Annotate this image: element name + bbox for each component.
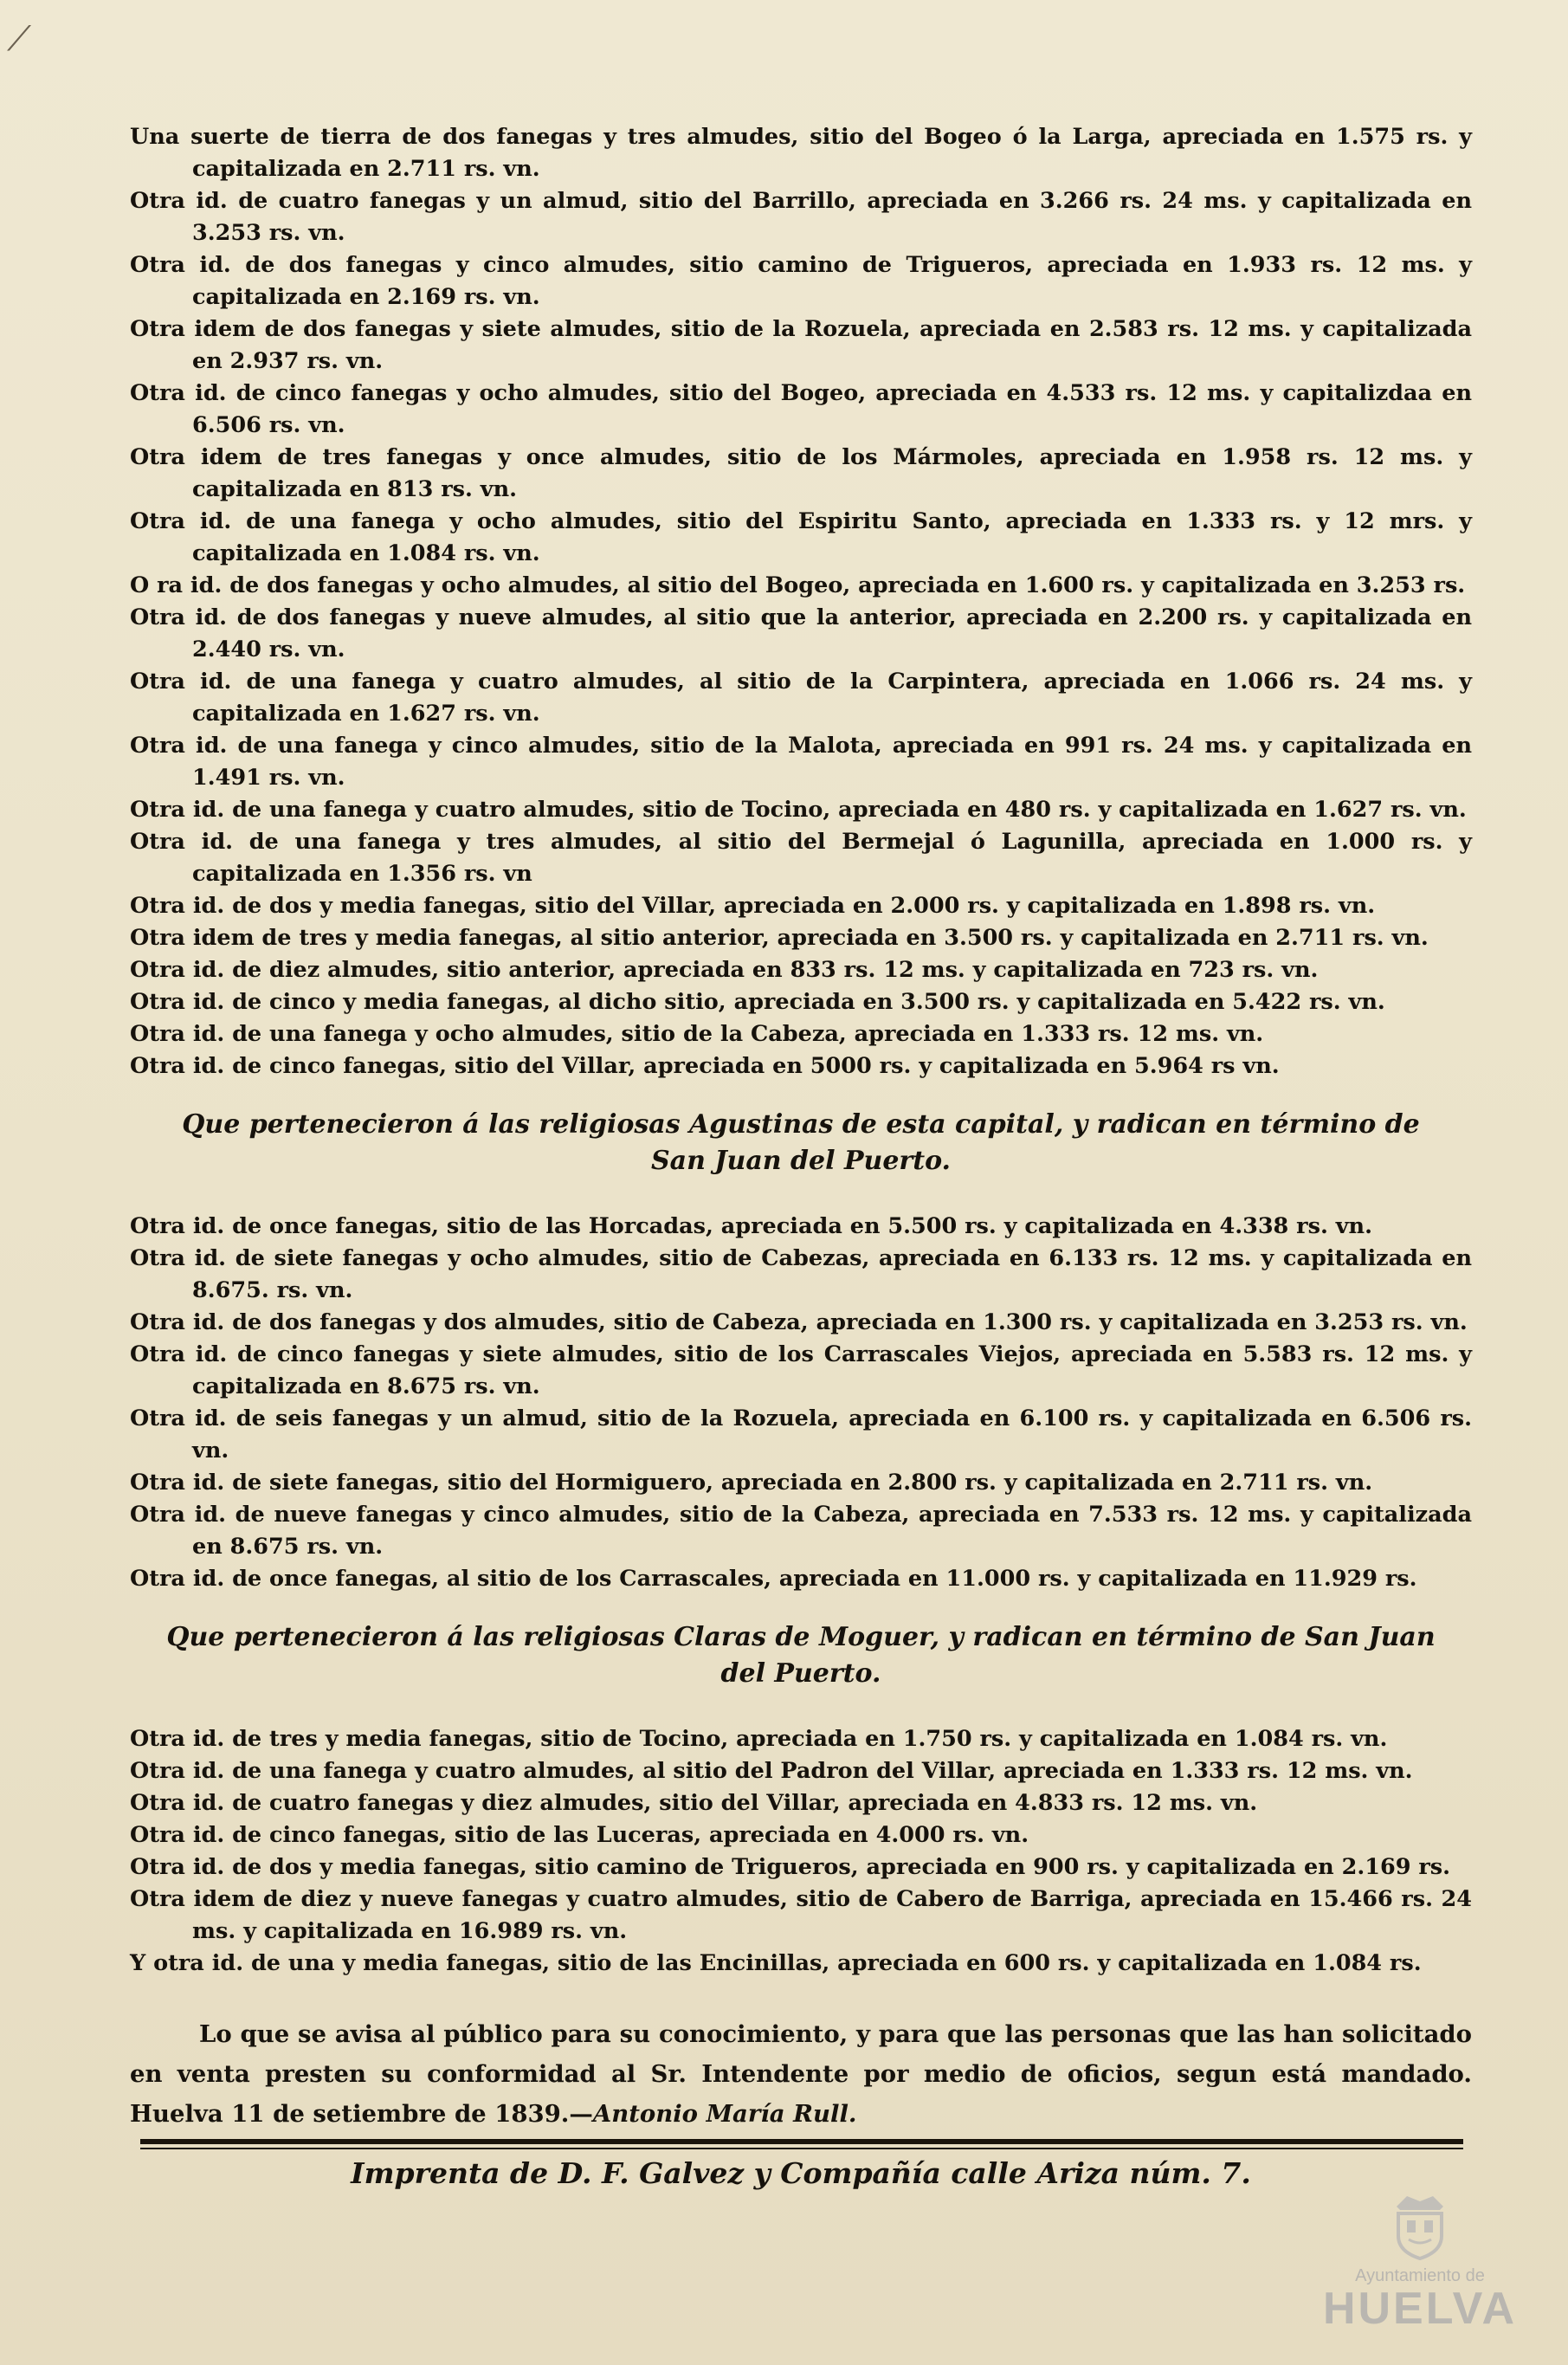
property-entry: Otra id. de dos fanegas y cinco almudes, sitio camino de Trigueros, apreciada en 1.933 rs. 12 ms. y capitalizada en 2.169 rs. vn. [130, 252, 1472, 310]
property-entry: Otra id. de dos y media fanegas, sitio del Villar, apreciada en 2.000 rs. y capitalizada en 1.898 rs. vn. [130, 893, 1376, 919]
signature: Antonio María Rull. [592, 2100, 857, 2128]
property-entry: Otra id. de una fanega y cinco almudes, sitio de la Malota, apreciada en 991 rs. 24 ms. y capitalizada en 1.491 rs. vn. [130, 733, 1472, 791]
watermark-line1: Ayuntamiento de [1355, 2266, 1485, 2285]
printer-imprint: Imprenta de D. F. Galvez y Compañía calle Ariza núm. 7. [351, 2156, 1251, 2190]
section-heading-agustinas: Que pertenecieron á las religiosas Agustinas de esta capital, y radican en término de San Juan del Puerto. [182, 1109, 1420, 1176]
section-properties-c [130, 1723, 1472, 1980]
crest-icon [1390, 2191, 1450, 2260]
property-entry: Otra id. de cinco fanegas y siete almudes, sitio de los Carrascales Viejos, apreciada en 5.583 rs. 12 ms. y capitalizada en 8.675 rs. vn. [130, 1341, 1472, 1399]
closing-paragraph [130, 2014, 1472, 2134]
property-entry: Otra id. de siete fanegas y ocho almudes, sitio de Cabezas, apreciada en 6.133 rs. 12 ms. y capitalizada en 8.675. rs. vn. [130, 1245, 1472, 1303]
property-entry: Otra id. de una fanega y cuatro almudes, sitio de Tocino, apreciada en 480 rs. y capitalizada en 1.627 rs. vn. [130, 797, 1467, 823]
section-properties-a [130, 121, 1472, 1082]
property-entry: Otra id. de una fanega y tres almudes, al sitio del Bermejal ó Lagunilla, apreciada en 1.000 rs. y capitalizada en 1.356 rs. vn [130, 829, 1472, 887]
property-entry: Otra id. de cuatro fanegas y un almud, sitio del Barrillo, apreciada en 3.266 rs. 24 ms. y capitalizada en 3.253 rs. vn. [130, 188, 1472, 246]
property-entry: Otra id. de tres y media fanegas, sitio de Tocino, apreciada en 1.750 rs. y capitalizada en 1.084 rs. vn. [130, 1726, 1388, 1752]
document-body [130, 121, 1472, 2134]
watermark-logo [1316, 2191, 1524, 2347]
property-entry: Otra id. de once fanegas, sitio de las Horcadas, apreciada en 5.500 rs. y capitalizada en 4.338 rs. vn. [130, 1213, 1372, 1239]
property-entry: O ra id. de dos fanegas y ocho almudes, al sitio del Bogeo, apreciada en 1.600 rs. y capitalizada en 3.253 rs. [130, 572, 1466, 598]
property-entry: Otra id. de siete fanegas, sitio del Hormiguero, apreciada en 2.800 rs. y capitalizada en 2.711 rs. vn. [130, 1470, 1373, 1496]
property-entry: Otra id. de once fanegas, al sitio de los Carrascales, apreciada en 11.000 rs. y capitalizada en 11.929 rs. [130, 1566, 1417, 1592]
property-entry: Otra id. de nueve fanegas y cinco almudes, sitio de la Cabeza, apreciada en 7.533 rs. 12 ms. y capitalizada en 8.675 rs. vn. [130, 1502, 1472, 1560]
property-entry: Otra id. de una fanega y ocho almudes, sitio del Espiritu Santo, apreciada en 1.333 rs. y 12 mrs. y capitalizada en 1.084 rs. vn. [130, 508, 1472, 566]
property-entry: Otra id. de seis fanegas y un almud, sitio de la Rozuela, apreciada en 6.100 rs. y capitalizada en 6.506 rs. vn. [130, 1405, 1472, 1464]
property-entry: Otra id. de una fanega y ocho almudes, sitio de la Cabeza, apreciada en 1.333 rs. 12 ms. vn. [130, 1021, 1264, 1047]
property-entry: Y otra id. de una y media fanegas, sitio de las Encinillas, apreciada en 600 rs. y capitalizada en 1.084 rs. [130, 1950, 1422, 1976]
property-entry: Otra idem de tres y media fanegas, al sitio anterior, apreciada en 3.500 rs. y capitalizada en 2.711 rs. vn. [130, 925, 1429, 951]
property-entry: Otra id. de diez almudes, sitio anterior, apreciada en 833 rs. 12 ms. y capitalizada en 723 rs. vn. [130, 957, 1319, 983]
property-entry: Otra id. de dos fanegas y nueve almudes, al sitio que la anterior, apreciada en 2.200 rs. y capitalizada en 2.440 rs. vn. [130, 604, 1472, 662]
property-entry: Otra id. de una fanega y cuatro almudes, al sitio de la Carpintera, apreciada en 1.066 rs. 24 ms. y capitalizada en 1.627 rs. vn. [130, 669, 1472, 727]
property-entry: Otra id. de cinco fanegas y ocho almudes, sitio del Bogeo, apreciada en 4.533 rs. 12 ms. y capitalizdaa en 6.506 rs. vn. [130, 380, 1472, 438]
property-entry: Otra idem de diez y nueve fanegas y cuatro almudes, sitio de Cabero de Barriga, apreciada en 15.466 rs. 24 ms. y capitalizada en 16.989 rs. vn. [130, 1886, 1472, 1944]
property-entry: Otra id. de cinco fanegas, sitio del Villar, apreciada en 5000 rs. y capitalizada en 5.964 rs vn. [130, 1053, 1280, 1079]
corner-pencil-mark: ⟋ [7, 19, 31, 59]
property-entry: Otra id. de cinco fanegas, sitio de las Luceras, apreciada en 4.000 rs. vn. [130, 1822, 1029, 1848]
property-entry: Otra idem de dos fanegas y siete almudes, sitio de la Rozuela, apreciada en 2.583 rs. 12 ms. y capitalizada en 2.937 rs. vn. [130, 316, 1472, 374]
watermark-line2: HUELVA [1322, 2284, 1518, 2334]
property-entry: Otra idem de tres fanegas y once almudes, sitio de los Mármoles, apreciada en 1.958 rs. 12 ms. y capitalizada en 813 rs. vn. [130, 444, 1472, 502]
footer-rule-thick [140, 2139, 1463, 2144]
property-entry: Otra id. de cinco y media fanegas, al dicho sitio, apreciada en 3.500 rs. y capitalizada en 5.422 rs. vn. [130, 989, 1385, 1015]
section-heading-claras: Que pertenecieron á las religiosas Claras de Moguer, y radican en término de San Juan del Puerto. [166, 1622, 1436, 1689]
property-entry: Otra id. de dos fanegas y dos almudes, sitio de Cabeza, apreciada en 1.300 rs. y capitalizada en 3.253 rs. vn. [130, 1309, 1468, 1335]
property-entry: Otra id. de una fanega y cuatro almudes, al sitio del Padron del Villar, apreciada en 1.333 rs. 12 ms. vn. [130, 1758, 1413, 1784]
property-entry: Una suerte de tierra de dos fanegas y tres almudes, sitio del Bogeo ó la Larga, apreciada en 1.575 rs. y capitalizada en 2.711 rs. vn. [130, 124, 1472, 182]
closing-text: Lo que se avisa al público para su conocimiento, y para que las personas que las han solicitado en venta presten su conformidad al Sr. Intendente por medio de oficios, segun está mandado. Huelva 11 de setiembre de 1839.— [130, 2020, 1472, 2128]
section-properties-b [130, 1211, 1472, 1595]
property-entry: Otra id. de cuatro fanegas y diez almudes, sitio del Villar, apreciada en 4.833 rs. 12 ms. vn. [130, 1790, 1258, 1816]
property-entry: Otra id. de dos y media fanegas, sitio camino de Trigueros, apreciada en 900 rs. y capitalizada en 2.169 rs. [130, 1854, 1450, 1880]
